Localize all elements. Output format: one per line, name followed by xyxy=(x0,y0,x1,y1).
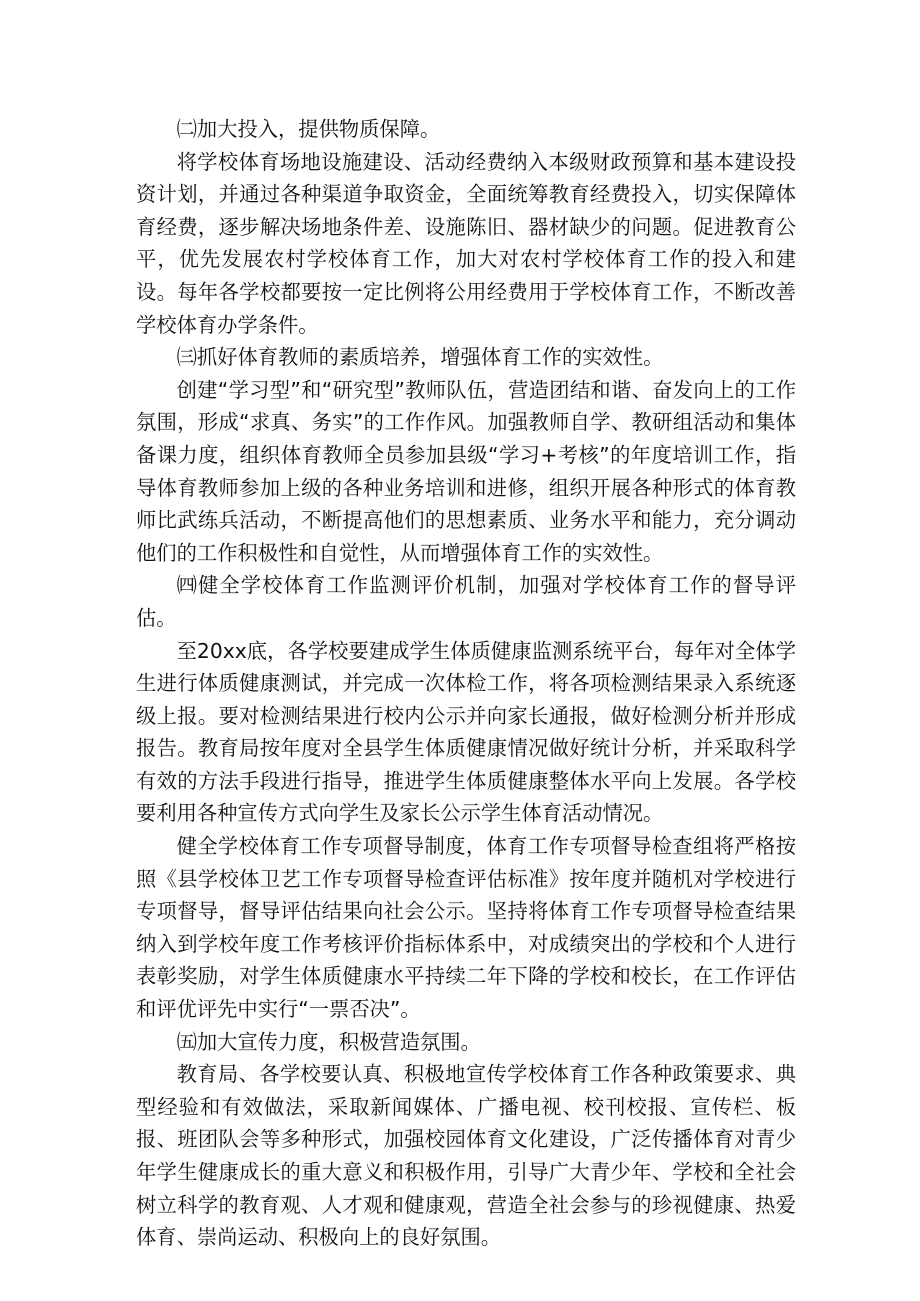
body-paragraph: 将学校体育场地设施建设、活动经费纳入本级财政预算和基本建设投资计划，并通过各种渠道争取资金，全面统筹教育经费投入，切实保障体育经费，逐步解决场地条件差、设施陈旧、器材缺少的问题。促进教育公平，优先发展农村学校体育工作，加大对农村学校体育工作的投入和建设。每年各学校都要按一定比例将公用经费用于学校体育工作，不断改善学校体育办学条件。 xyxy=(136,149,796,337)
section-heading-4: ㈣健全学校体育工作监测评价机制，加强对学校体育工作的督导评估。 xyxy=(136,573,796,630)
body-paragraph: 创建“学习型”和“研究型”教师队伍，营造团结和谐、奋发向上的工作氛围，形成“求真、务实”的工作作风。加强教师自学、教研组活动和集体备课力度，组织体育教师全员参加县级“学习+考核”的年度培训工作，指导体育教师参加上级的各种业务培训和进修，组织开展各种形式的体育教师比武练兵活动，不断提高他们的思想素质、业务水平和能力，充分调动他们的工作积极性和自觉性，从而增强体育工作的实效性。 xyxy=(136,377,796,565)
body-paragraph: 健全学校体育工作专项督导制度，体育工作专项督导检查组将严格按照《县学校体卫艺工作专项督导检查评估标准》按年度并随机对学校进行专项督导，督导评估结果向社会公示。坚持将体育工作专项督导检查结果纳入到学校年度工作考核评价指标体系中，对成绩突出的学校和个人进行表彰奖励，对学生体质健康水平持续二年下降的学校和校长，在工作评估和评优评先中实行“一票否决”。 xyxy=(136,834,796,1022)
body-paragraph: 教育局、各学校要认真、积极地宣传学校体育工作各种政策要求、典型经验和有效做法，采取新闻媒体、广播电视、校刊校报、宣传栏、板报、班团队会等多种形式，加强校园体育文化建设，广泛传播体育对青少年学生健康成长的重大意义和积极作用，引导广大青少年、学校和全社会树立科学的教育观、人才观和健康观，营造全社会参与的珍视健康、热爱体育、崇尚运动、积极向上的良好氛围。 xyxy=(136,1062,796,1250)
section-heading-3: ㈢抓好体育教师的素质培养，增强体育工作的实效性。 xyxy=(176,345,664,370)
body-paragraph: 至20xx底，各学校要建成学生体质健康监测系统平台，每年对全体学生进行体质健康测试，并完成一次体检工作，将各项检测结果录入系统逐级上报。要对检测结果进行校内公示并向家长通报，做好检测分析并形成报告。教育局按年度对全县学生体质健康情况做好统计分析，并采取科学有效的方法手段进行指导，推进学生体质健康整体水平向上发展。各学校要利用各种宣传方式向学生及家长公示学生体育活动情况。 xyxy=(136,638,796,826)
section-heading-5: ㈤加大宣传力度，积极营造氛围。 xyxy=(176,1029,481,1054)
document-body xyxy=(136,113,796,1254)
section-heading-2: ㈡加大投入，提供物质保障。 xyxy=(176,117,441,141)
